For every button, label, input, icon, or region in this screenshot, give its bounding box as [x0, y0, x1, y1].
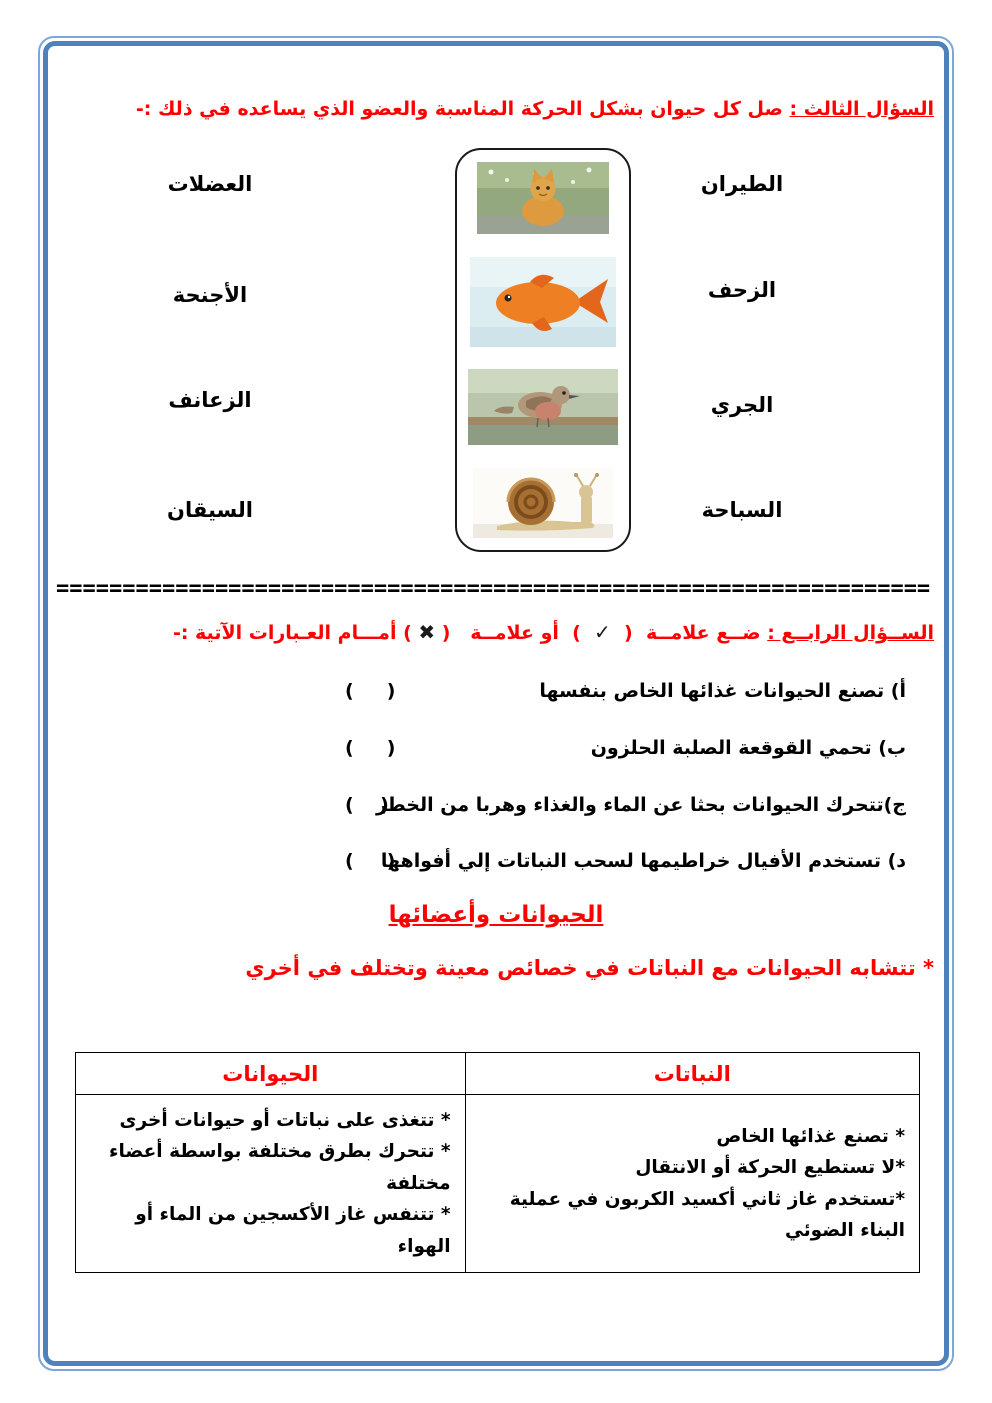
animals-cell — [76, 1095, 466, 1273]
answer-blank: ( ) — [345, 680, 396, 702]
comparison-note: * تتشابه الحيوانات مع النباتات في خصائص معينة وتختلف في أخري — [245, 956, 934, 980]
movement-label-swimming: السباحة — [701, 498, 783, 522]
question3-heading — [70, 98, 934, 120]
statement-row-c — [60, 794, 934, 828]
movement-label-running: الجري — [710, 393, 774, 417]
plants-point: * تصنع غذائها الخاص — [716, 1125, 905, 1147]
section-title — [0, 902, 992, 928]
statement-text: أ) تصنع الحيوانات غذائها الخاص بنفسها — [539, 680, 906, 702]
question4-heading — [70, 620, 934, 644]
question4-text-3: ) أمـــام العـبارات الآتية :- — [172, 622, 419, 644]
statement-row-b — [60, 737, 934, 771]
goldfish-photo — [470, 257, 616, 347]
answer-blank: ( ) — [345, 850, 396, 872]
snail-photo — [473, 468, 613, 538]
question4-title: الســؤال الرابــع : — [767, 622, 934, 644]
answer-blank: ( ) — [345, 794, 389, 816]
statement-text: ب) تحمي القوقعة الصلبة الحلزون — [590, 737, 906, 759]
animals-point: * تتنفس غاز الأكسجين من الماء أو الهواء — [135, 1204, 451, 1257]
movement-label-crawling: الزحف — [707, 278, 777, 302]
organ-label-wings: الأجنحة — [172, 283, 248, 307]
question3-instruction: صل كل حيوان بشكل الحركة المناسبة والعضو الذي يساعده في ذلك :- — [135, 98, 790, 120]
organ-label-legs: السيقان — [167, 498, 253, 522]
cat-photo — [477, 162, 609, 234]
statement-text: ج)تتحرك الحيوانات بحثا عن الماء والغذاء وهربا من الخطر — [375, 794, 906, 816]
comparison-table — [75, 1052, 920, 1273]
table-header-row — [76, 1053, 920, 1095]
plants-point: *تستخدم غاز ثاني أكسيد الكربون في عملية البناء الضوئي — [509, 1188, 905, 1242]
question3-title: السؤال الثالث : — [789, 98, 934, 120]
animals-point: * تتغذى على نباتات أو حيوانات أخرى — [119, 1110, 451, 1131]
statement-row-a — [60, 680, 934, 714]
cross-icon: ✖ — [418, 620, 436, 644]
check-icon: ✓ — [594, 620, 611, 644]
animals-header: الحيوانات — [76, 1053, 466, 1095]
separator-line: ================================================================== — [56, 576, 931, 601]
statement-text: د) تستخدم الأفيال خراطيمها لسحب النباتات إلي أفواهها — [380, 850, 906, 872]
organ-label-fins: الزعانف — [168, 388, 252, 412]
plants-point: *لا تستطيع الحركة أو الانتقال — [635, 1157, 905, 1179]
question4-text-2: ) أو علامــة ( — [435, 622, 595, 644]
organ-label-muscles: العضلات — [167, 172, 253, 196]
plants-cell — [465, 1095, 919, 1273]
question4-text-1: ضــع علامــة ( — [610, 622, 768, 644]
section-title-text: الحيوانات وأعضائها — [388, 902, 604, 928]
animals-point: * تتحرك بطرق مختلفة بواسطة أعضاء مختلفة — [109, 1141, 451, 1194]
table-body-row — [76, 1095, 920, 1273]
animal-images-box — [455, 148, 631, 552]
statement-row-d — [60, 850, 934, 884]
bird-photo — [468, 369, 618, 445]
plants-header: النباتات — [465, 1053, 919, 1095]
matching-exercise — [0, 145, 992, 565]
answer-blank: ( ) — [345, 737, 396, 759]
movement-label-flying: الطيران — [700, 172, 784, 196]
